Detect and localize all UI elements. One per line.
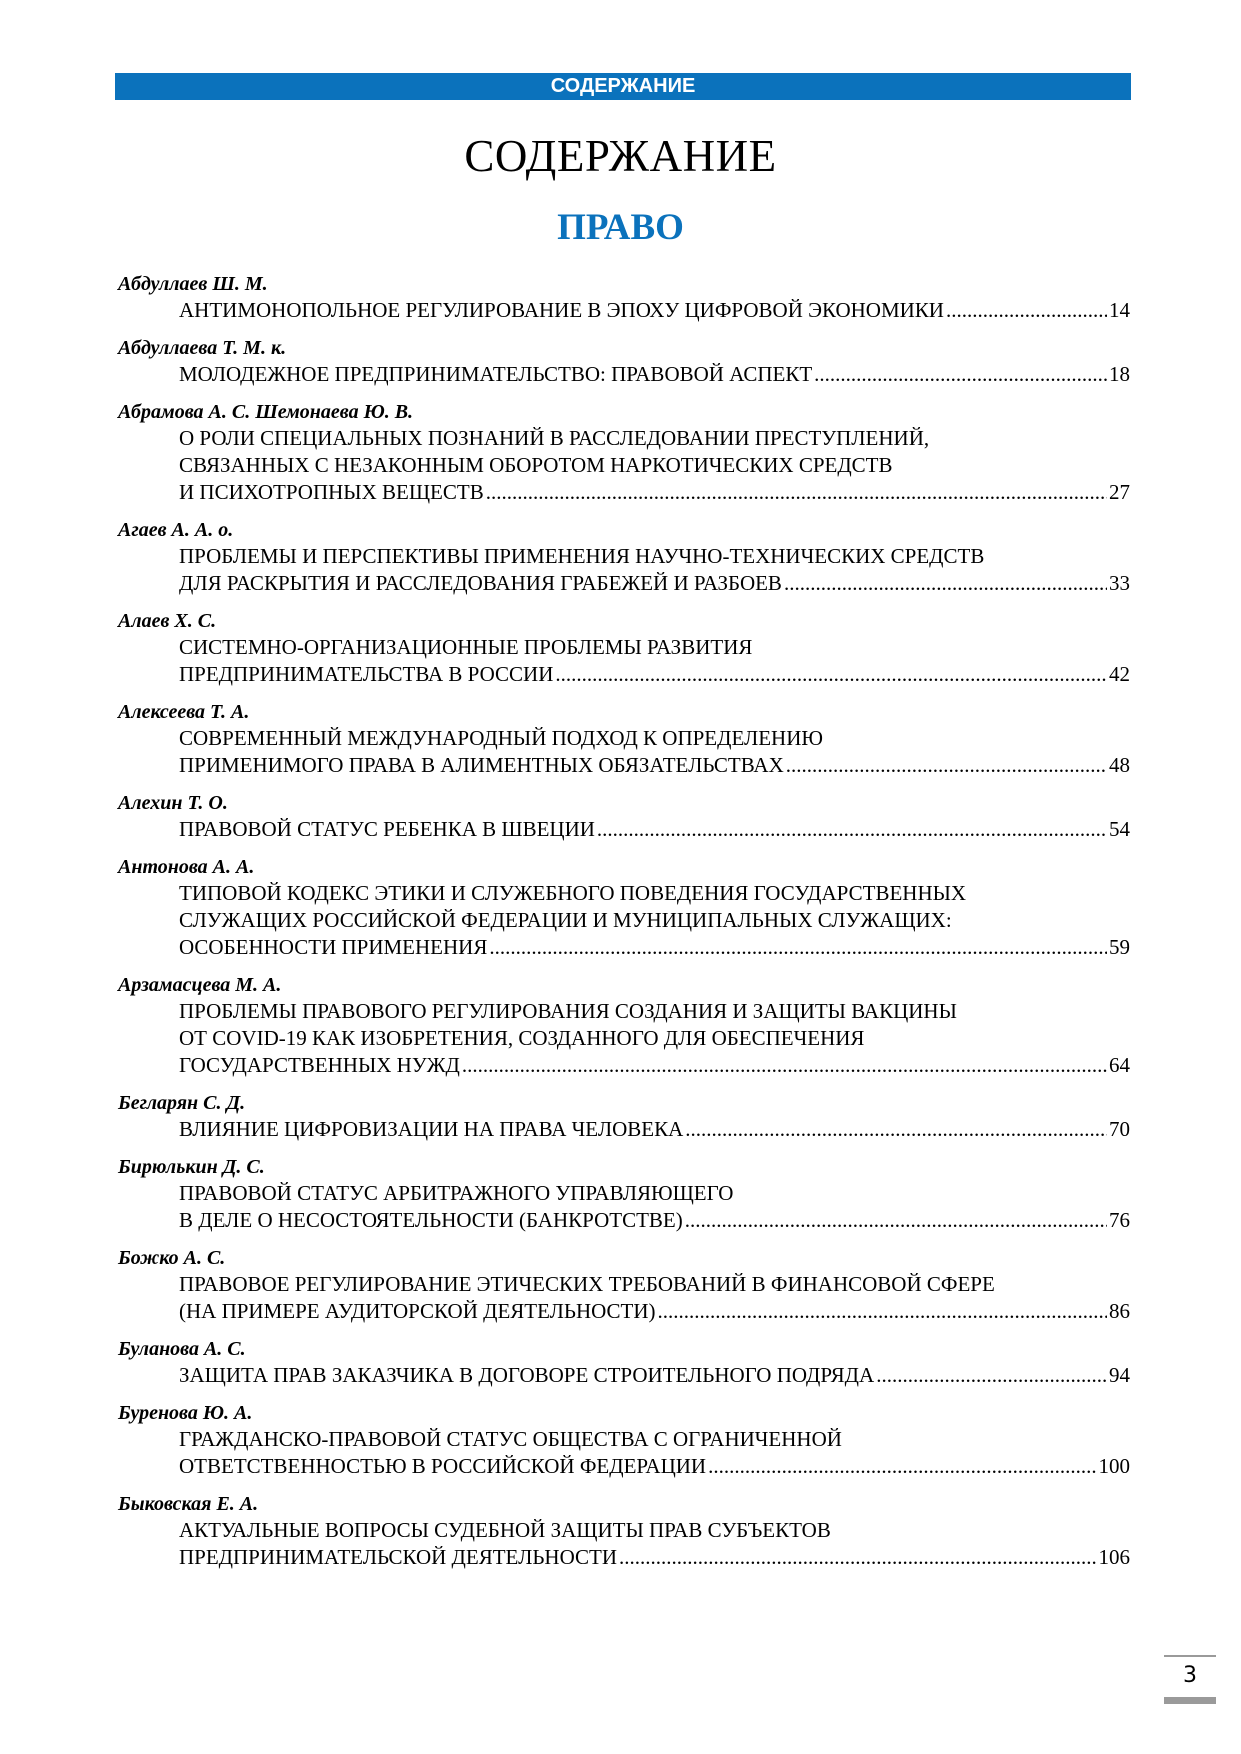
toc-entry[interactable] xyxy=(118,517,1130,597)
toc-entry-title-text: И ПСИХОТРОПНЫХ ВЕЩЕСТВ xyxy=(179,480,484,504)
dot-leader xyxy=(486,479,1107,506)
toc-entry-title-line xyxy=(118,1298,1130,1325)
toc-entry-author: Божко А. С. xyxy=(118,1247,226,1269)
toc-entry[interactable] xyxy=(118,1491,1130,1571)
toc-entry[interactable] xyxy=(118,399,1130,506)
toc-entry-title-line xyxy=(118,1453,1130,1480)
dot-leader xyxy=(489,934,1107,961)
dot-leader xyxy=(658,1298,1107,1325)
toc-entry-page[interactable]: 70 xyxy=(1109,1117,1130,1141)
toc-entry-title-line: ПРАВОВОЙ СТАТУС АРБИТРАЖНОГО УПРАВЛЯЮЩЕГО xyxy=(179,1181,734,1205)
toc-entry-title-text: ПРЕДПРИНИМАТЕЛЬСТВА В РОССИИ xyxy=(179,662,554,686)
toc-entry[interactable] xyxy=(118,699,1130,779)
toc-entry-title-line: ПРАВОВОЕ РЕГУЛИРОВАНИЕ ЭТИЧЕСКИХ ТРЕБОВАНИЙ В ФИНАНСОВОЙ СФЕРЕ xyxy=(179,1272,995,1296)
toc-entry-title-line xyxy=(118,297,1130,324)
toc-entry[interactable] xyxy=(118,1400,1130,1480)
page-number-rule-top xyxy=(1164,1655,1216,1657)
toc-entry-title-text: (НА ПРИМЕРЕ АУДИТОРСКОЙ ДЕЯТЕЛЬНОСТИ) xyxy=(179,1299,656,1323)
toc-entry-author: Алексеева Т. А. xyxy=(118,701,250,723)
toc-entry-author: Антонова А. А. xyxy=(118,856,255,878)
toc-entry-title-line xyxy=(118,1207,1130,1234)
toc-entry[interactable] xyxy=(118,972,1130,1079)
toc-entry-page[interactable]: 18 xyxy=(1109,362,1130,386)
toc-entry-author: Быковская Е. А. xyxy=(118,1493,259,1515)
toc-entry-title-line: СИСТЕМНО-ОРГАНИЗАЦИОННЫЕ ПРОБЛЕМЫ РАЗВИТИЯ xyxy=(179,635,753,659)
toc-entry-page[interactable]: 76 xyxy=(1109,1208,1130,1232)
dot-leader xyxy=(555,661,1107,688)
toc-entry-title-line: АКТУАЛЬНЫЕ ВОПРОСЫ СУДЕБНОЙ ЗАЩИТЫ ПРАВ СУБЪЕКТОВ xyxy=(179,1518,831,1542)
toc-entry[interactable] xyxy=(118,335,1130,388)
table-of-contents xyxy=(118,271,1130,1582)
toc-entry-title-line: СЛУЖАЩИХ РОССИЙСКОЙ ФЕДЕРАЦИИ И МУНИЦИПАЛЬНЫХ СЛУЖАЩИХ: xyxy=(179,908,952,932)
toc-entry-title-text: ПРИМЕНИМОГО ПРАВА В АЛИМЕНТНЫХ ОБЯЗАТЕЛЬСТВАХ xyxy=(179,753,784,777)
toc-entry-title-line: ПРОБЛЕМЫ ПРАВОВОГО РЕГУЛИРОВАНИЯ СОЗДАНИЯ И ЗАЩИТЫ ВАКЦИНЫ xyxy=(179,999,957,1023)
toc-entry[interactable] xyxy=(118,854,1130,961)
running-header: СОДЕРЖАНИЕ xyxy=(115,73,1131,100)
toc-entry-title-text: ДЛЯ РАСКРЫТИЯ И РАССЛЕДОВАНИЯ ГРАБЕЖЕЙ И РАЗБОЕВ xyxy=(179,571,782,595)
dot-leader xyxy=(814,361,1107,388)
toc-entry-title-text: ОСОБЕННОСТИ ПРИМЕНЕНИЯ xyxy=(179,935,488,959)
toc-entry-title-line xyxy=(118,661,1130,688)
toc-entry[interactable] xyxy=(118,1154,1130,1234)
dot-leader xyxy=(708,1453,1096,1480)
toc-entry-author: Буланова А. С. xyxy=(118,1338,246,1360)
toc-entry-page[interactable]: 59 xyxy=(1109,935,1130,959)
toc-entry-title-line xyxy=(118,816,1130,843)
toc-entry[interactable] xyxy=(118,1245,1130,1325)
toc-entry-title-line xyxy=(118,934,1130,961)
toc-entry[interactable] xyxy=(118,608,1130,688)
toc-entry-page[interactable]: 33 xyxy=(1109,571,1130,595)
dot-leader xyxy=(685,1116,1107,1143)
toc-entry-title-line xyxy=(118,361,1130,388)
toc-entry-author: Арзамасцева М. А. xyxy=(118,974,282,996)
toc-entry-author: Буренова Ю. А. xyxy=(118,1402,253,1424)
section-title: ПРАВО xyxy=(557,207,684,248)
toc-entry-title-line xyxy=(118,1544,1130,1571)
dot-leader xyxy=(946,297,1107,324)
dot-leader xyxy=(619,1544,1097,1571)
toc-entry-page[interactable]: 54 xyxy=(1109,817,1130,841)
toc-entry-page[interactable]: 100 xyxy=(1098,1454,1130,1478)
toc-entry-title-line xyxy=(118,1116,1130,1143)
dot-leader xyxy=(786,752,1107,779)
toc-entry-author: Бирюлькин Д. С. xyxy=(118,1156,265,1178)
toc-entry-title-line: О РОЛИ СПЕЦИАЛЬНЫХ ПОЗНАНИЙ В РАССЛЕДОВАНИИ ПРЕСТУПЛЕНИЙ, xyxy=(179,426,930,450)
toc-entry-author: Алехин Т. О. xyxy=(118,792,228,814)
page-number: 3 xyxy=(1183,1663,1197,1688)
toc-entry-page[interactable]: 48 xyxy=(1109,753,1130,777)
toc-entry-title-line: ПРОБЛЕМЫ И ПЕРСПЕКТИВЫ ПРИМЕНЕНИЯ НАУЧНО-ТЕХНИЧЕСКИХ СРЕДСТВ xyxy=(179,544,985,568)
toc-entry[interactable] xyxy=(118,1336,1130,1389)
toc-entry-title-text: ОТВЕТСТВЕННОСТЬЮ В РОССИЙСКОЙ ФЕДЕРАЦИИ xyxy=(179,1454,707,1478)
toc-entry-author: Агаев А. А. о. xyxy=(118,519,234,541)
toc-entry[interactable] xyxy=(118,271,1130,324)
toc-entry-title-text: МОЛОДЕЖНОЕ ПРЕДПРИНИМАТЕЛЬСТВО: ПРАВОВОЙ АСПЕКТ xyxy=(179,362,813,386)
dot-leader xyxy=(784,570,1107,597)
toc-entry-title-line xyxy=(118,1052,1130,1079)
dot-leader xyxy=(685,1207,1107,1234)
toc-entry-page[interactable]: 106 xyxy=(1098,1545,1130,1569)
dot-leader xyxy=(876,1362,1107,1389)
dot-leader xyxy=(597,816,1107,843)
toc-entry-author: Абдуллаев Ш. М. xyxy=(118,273,268,295)
toc-entry-title-line xyxy=(118,752,1130,779)
page-number-rule-bottom xyxy=(1164,1697,1216,1704)
toc-entry-title-line xyxy=(118,1362,1130,1389)
toc-entry-page[interactable]: 42 xyxy=(1109,662,1130,686)
toc-entry-title-text: ЗАЩИТА ПРАВ ЗАКАЗЧИКА В ДОГОВОРЕ СТРОИТЕЛЬНОГО ПОДРЯДА xyxy=(179,1363,875,1387)
toc-entry-title-line: ТИПОВОЙ КОДЕКС ЭТИКИ И СЛУЖЕБНОГО ПОВЕДЕНИЯ ГОСУДАРСТВЕННЫХ xyxy=(179,881,967,905)
page-title: СОДЕРЖАНИЕ xyxy=(464,131,777,181)
toc-entry[interactable] xyxy=(118,790,1130,843)
toc-entry-page[interactable]: 86 xyxy=(1109,1299,1130,1323)
toc-entry-title-line: СОВРЕМЕННЫЙ МЕЖДУНАРОДНЫЙ ПОДХОД К ОПРЕДЕЛЕНИЮ xyxy=(179,726,823,750)
toc-entry-page[interactable]: 27 xyxy=(1109,480,1130,504)
dot-leader xyxy=(462,1052,1107,1079)
toc-entry-page[interactable]: 64 xyxy=(1109,1053,1130,1077)
toc-entry-title-text: В ДЕЛЕ О НЕСОСТОЯТЕЛЬНОСТИ (БАНКРОТСТВЕ) xyxy=(179,1208,683,1232)
toc-entry-title-text: ПРЕДПРИНИМАТЕЛЬСКОЙ ДЕЯТЕЛЬНОСТИ xyxy=(179,1545,617,1569)
toc-entry-author: Алаев Х. С. xyxy=(118,610,217,632)
toc-entry-title-line: СВЯЗАННЫХ С НЕЗАКОННЫМ ОБОРОТОМ НАРКОТИЧЕСКИХ СРЕДСТВ xyxy=(179,453,893,477)
toc-entry-title-text: ГОСУДАРСТВЕННЫХ НУЖД xyxy=(179,1053,460,1077)
toc-entry-title-text: ВЛИЯНИЕ ЦИФРОВИЗАЦИИ НА ПРАВА ЧЕЛОВЕКА xyxy=(179,1117,684,1141)
toc-entry-title-line: ОТ COVID-19 КАК ИЗОБРЕТЕНИЯ, СОЗДАННОГО ДЛЯ ОБЕСПЕЧЕНИЯ xyxy=(179,1026,865,1050)
toc-entry-title-line xyxy=(118,479,1130,506)
toc-entry-author: Абдуллаева Т. М. к. xyxy=(118,337,287,359)
toc-entry-title-line xyxy=(118,570,1130,597)
toc-entry-title-text: АНТИМОНОПОЛЬНОЕ РЕГУЛИРОВАНИЕ В ЭПОХУ ЦИФРОВОЙ ЭКОНОМИКИ xyxy=(179,298,944,322)
toc-entry-page[interactable]: 14 xyxy=(1109,298,1130,322)
toc-entry-title-text: ПРАВОВОЙ СТАТУС РЕБЕНКА В ШВЕЦИИ xyxy=(179,817,595,841)
toc-entry-page[interactable]: 94 xyxy=(1109,1363,1130,1387)
toc-entry-author: Бегларян С. Д. xyxy=(118,1092,246,1114)
toc-entry[interactable] xyxy=(118,1090,1130,1143)
toc-entry-author: Абрамова А. С. Шемонаева Ю. В. xyxy=(118,401,414,423)
toc-entry-title-line: ГРАЖДАНСКО-ПРАВОВОЙ СТАТУС ОБЩЕСТВА С ОГРАНИЧЕННОЙ xyxy=(179,1427,842,1451)
